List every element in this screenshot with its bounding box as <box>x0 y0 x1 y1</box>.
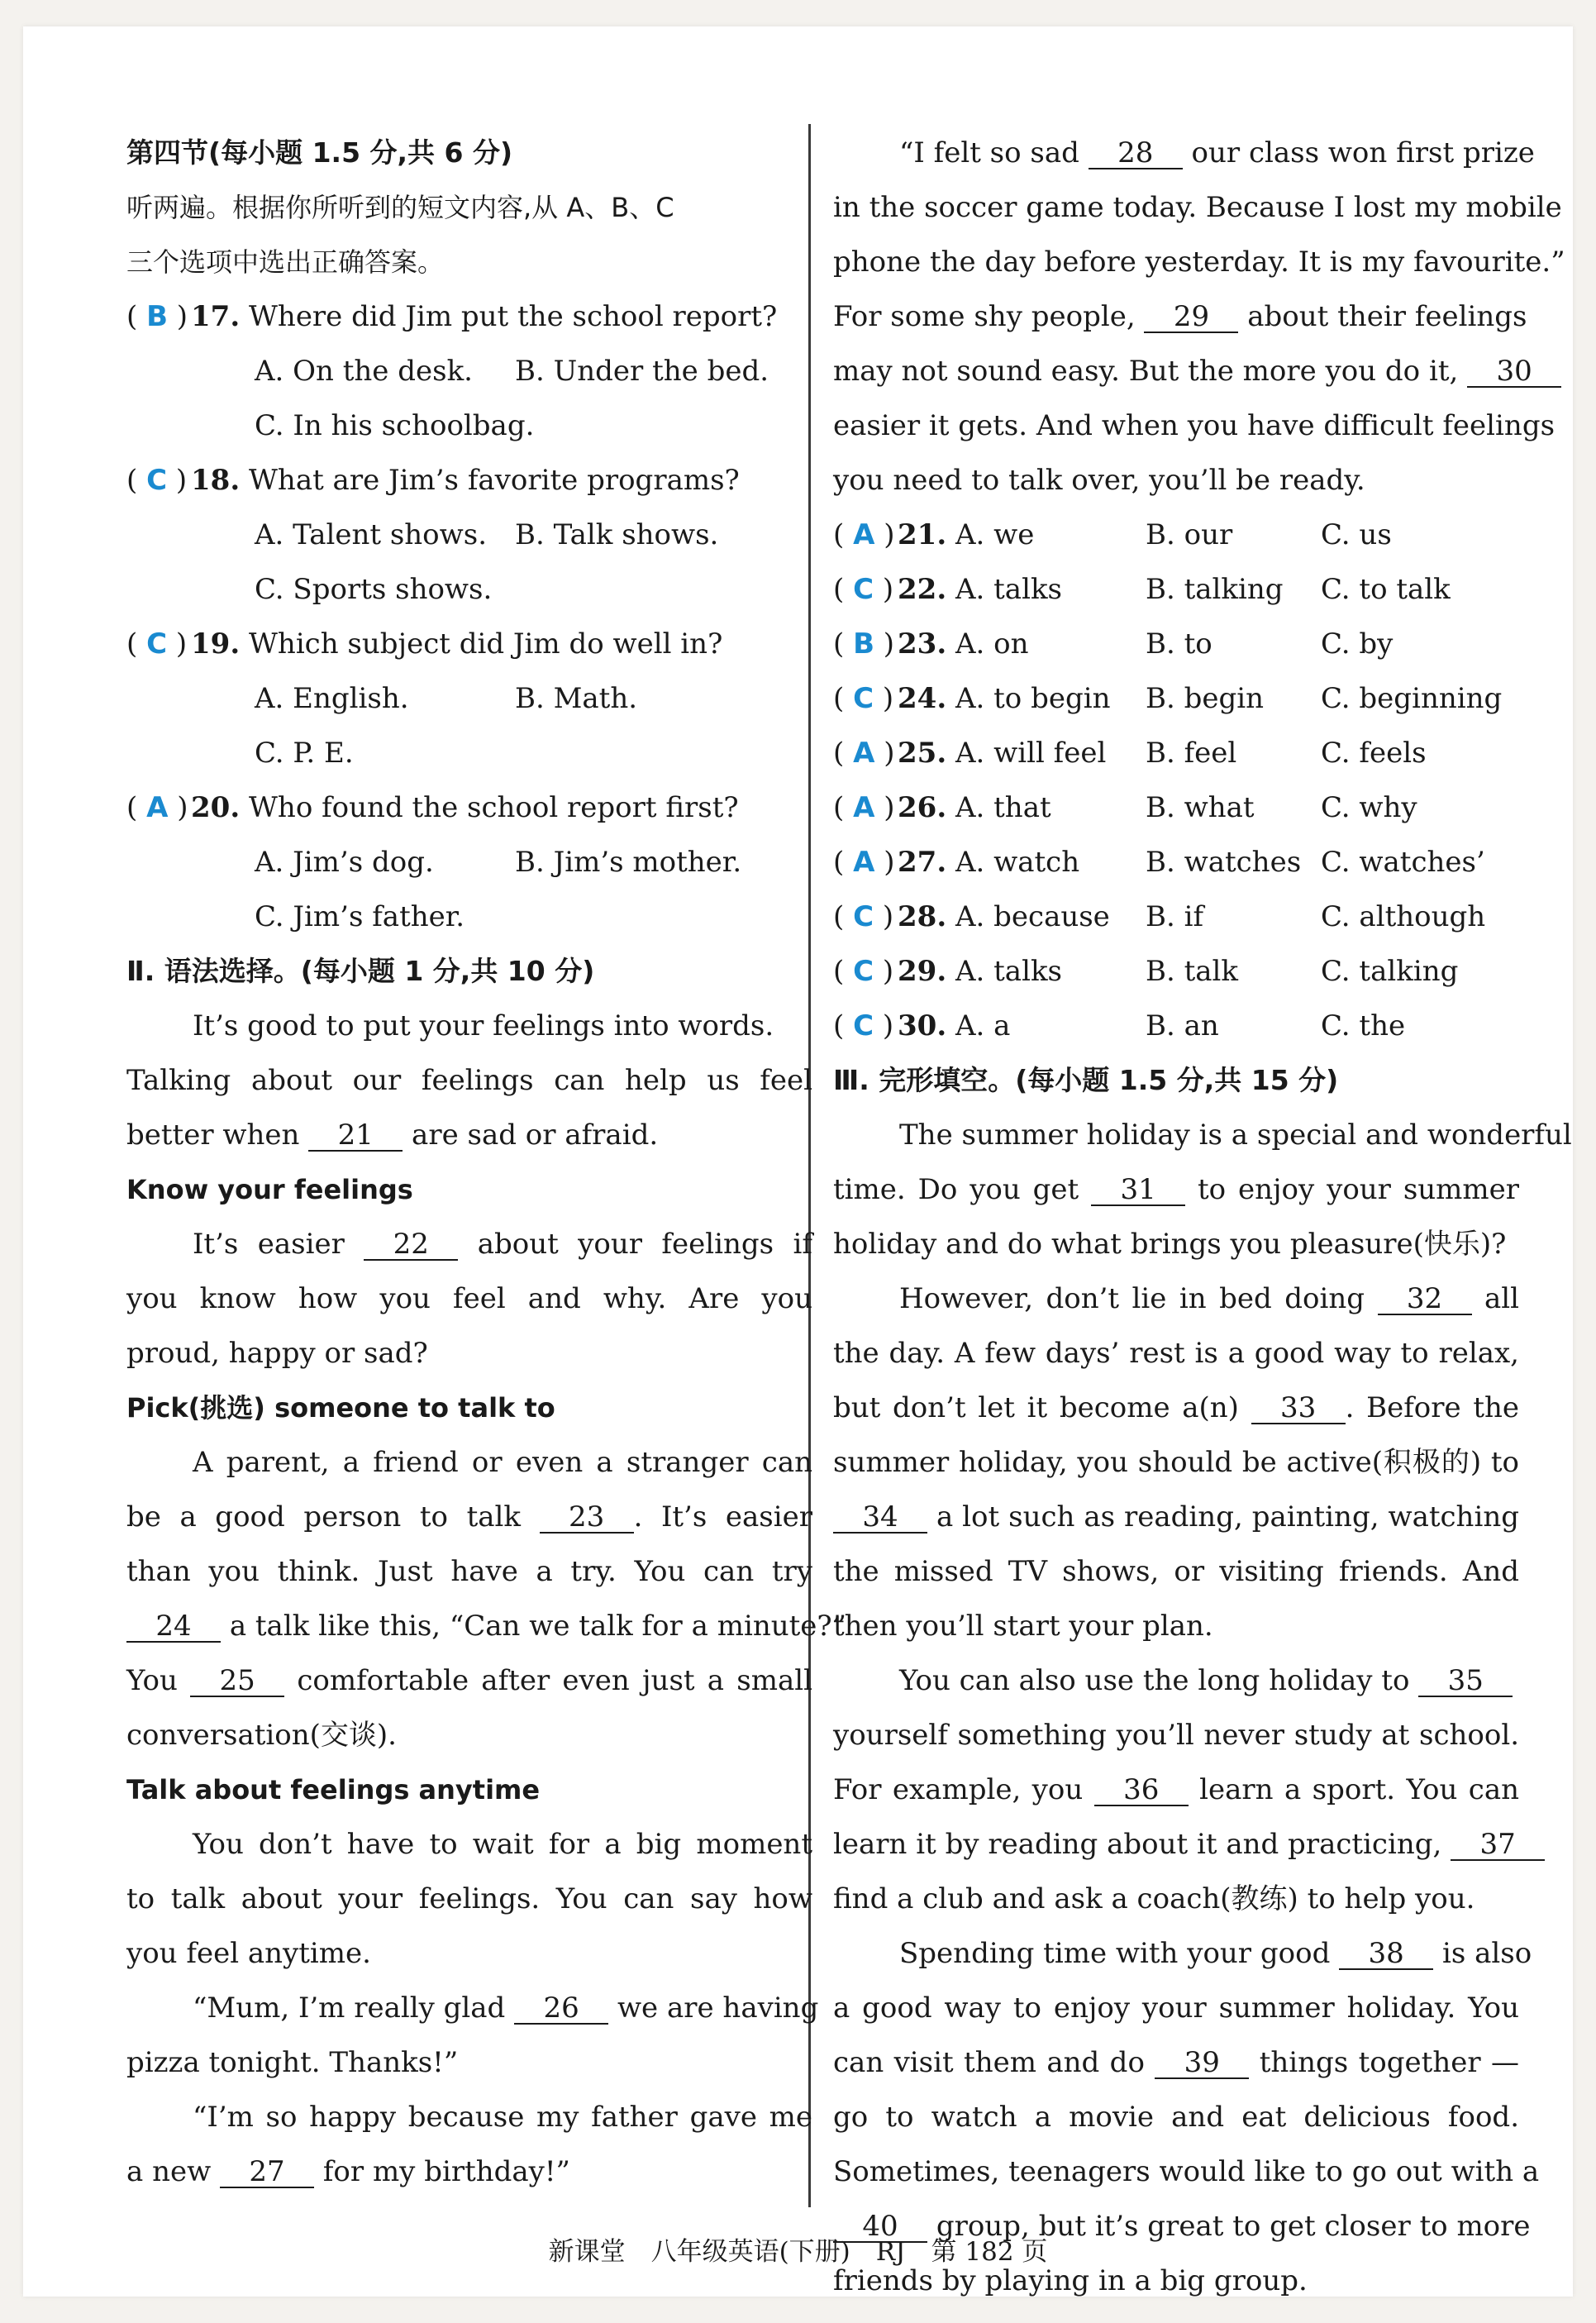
blank-31: 31 <box>1091 1175 1185 1206</box>
blank-27: 27 <box>220 2157 314 2188</box>
mc-question-29: ( C ) 29. A. talks B. talk C. talking <box>833 955 1459 988</box>
option-a: A. Jim’s dog. <box>255 846 434 879</box>
option-c: C. Sports shows. <box>255 573 493 606</box>
passage-line: phone the day before yesterday. It is my favourite.” <box>833 246 1565 279</box>
options-19 <box>126 726 812 780</box>
blank-37: 37 <box>1451 1829 1545 1861</box>
passage-line: summer holiday, you should be active(积极的) to <box>833 1446 1519 1479</box>
options-17 <box>126 398 812 453</box>
passage-line: 34 a lot such as reading, painting, watching <box>833 1490 1519 1544</box>
options-20 <box>126 835 812 890</box>
passage-line: a new 27 for my birthday!” <box>126 2155 570 2188</box>
passage-line: 40 group, but it’s great to get closer to more <box>833 2199 1519 2254</box>
passage-line: Spending time with your good 38 is also <box>899 1937 1532 1970</box>
blank-40: 40 <box>833 2211 927 2243</box>
passage-line: holiday and do what brings you pleasure(快乐)? <box>833 1228 1507 1261</box>
blank-39: 39 <box>1155 2048 1249 2079</box>
mc-question-30: ( C ) 30. A. a B. an C. the <box>833 1009 1406 1042</box>
blank-32: 32 <box>1378 1284 1472 1315</box>
left-column <box>126 126 847 2199</box>
question-18: ( C ) 18. What are Jim’s favorite programs? <box>126 464 740 497</box>
blank-34: 34 <box>833 1502 927 1534</box>
mc-question-25: ( A ) 25. A. will feel B. feel C. feels <box>833 737 1427 770</box>
passage-line: You 25 comfortable after even just a small <box>126 1664 812 1697</box>
question-17: ( B ) 17. Where did Jim put the school report? <box>126 300 778 333</box>
passage-line: pizza tonight. Thanks!” <box>126 2046 459 2079</box>
passage-line: Talking about our feelings can help us feel <box>126 1064 812 1097</box>
passage-line: in the soccer game today. Because I lost my mobile <box>833 191 1562 224</box>
passage-line: You can also use the long holiday to 35 <box>833 1653 1519 1708</box>
passage-line: 24 a talk like this, “Can we talk for a minute?” <box>126 1599 812 1653</box>
passage-line: easier it gets. And when you have difficult feelings <box>833 409 1556 442</box>
grammar-heading: Ⅱ. 语法选择。(每小题 1 分,共 10 分) <box>126 955 595 987</box>
option-b: B. Jim’s mother. <box>515 846 742 879</box>
answer-19: C <box>146 627 168 661</box>
blank-24: 24 <box>126 1611 221 1643</box>
passage-line: but don’t let it become a(n) 33 . Before the <box>833 1391 1520 1424</box>
subheading: Talk about feelings anytime <box>126 1774 541 1805</box>
option-a: A. English. <box>255 682 409 715</box>
section4-heading: 第四节(每小题 1.5 分,共 6 分) <box>126 136 513 169</box>
answer-28: C <box>853 900 874 933</box>
answer-22: C <box>853 573 874 606</box>
option-c: C. P. E. <box>255 737 354 770</box>
blank-36: 36 <box>1094 1775 1189 1806</box>
cloze-heading: Ⅲ. 完形填空。(每小题 1.5 分,共 15 分) <box>833 1064 1339 1096</box>
question-20: ( A ) 20. Who found the school report first? <box>126 791 739 824</box>
blank-30: 30 <box>1467 356 1561 388</box>
passage-line: to talk about your feelings. You can say how <box>126 1882 812 1915</box>
passage-line: A parent, a friend or even a stranger can <box>193 1446 812 1479</box>
mc-question-23: ( B ) 23. A. on B. to C. by <box>833 627 1394 661</box>
answer-29: C <box>853 955 874 988</box>
passage-line: You don’t have to wait for a big moment <box>193 1828 812 1861</box>
workbook-page <box>23 26 1573 2297</box>
option-b: B. Under the bed. <box>515 355 769 388</box>
passage-line: may not sound easy. But the more you do it, 30 <box>833 344 1519 398</box>
subheading: Pick(挑选) someone to talk to <box>126 1392 555 1424</box>
answer-17: B <box>146 300 168 333</box>
options-20 <box>126 890 812 944</box>
section4-instruction: 三个选项中选出正确答案。 <box>126 246 445 278</box>
mc-question-21: ( A ) 21. A. we B. our C. us <box>833 518 1392 551</box>
page-footer: 新课堂 八年级英语(下册) RJ 第 182 页 <box>548 2237 1048 2267</box>
passage-line: For some shy people, 29 about their feelings <box>833 300 1527 333</box>
option-a: A. Talent shows. <box>255 518 488 551</box>
passage-line: the day. A few days’ rest is a good way to relax, <box>833 1337 1519 1370</box>
passage-line: proud, happy or sad? <box>126 1337 428 1370</box>
passage-line: go to watch a movie and eat delicious food. <box>833 2101 1519 2134</box>
question-19: ( C ) 19. Which subject did Jim do well in? <box>126 627 723 661</box>
options-18 <box>126 562 812 617</box>
passage-line: It’s good to put your feelings into words. <box>193 1009 774 1042</box>
blank-33: 33 <box>1251 1393 1346 1424</box>
passage-line: “I’m so happy because my father gave me <box>193 2101 812 2134</box>
passage-line: then you’ll start your plan. <box>833 1610 1213 1643</box>
answer-27: A <box>853 846 875 879</box>
passage-line: For example, you 36 learn a sport. You can <box>833 1773 1520 1806</box>
blank-29: 29 <box>1144 302 1238 333</box>
answer-25: A <box>853 737 875 770</box>
passage-line: learn it by reading about it and practicing, 37 <box>833 1817 1519 1872</box>
blank-35: 35 <box>1418 1666 1513 1697</box>
passage-line: the missed TV shows, or visiting friends. And <box>833 1555 1519 1588</box>
option-a: A. On the desk. <box>255 355 473 388</box>
passage-line: “Mum, I’m really glad 26 we are having <box>193 1991 819 2025</box>
blank-23: 23 <box>540 1502 634 1534</box>
answer-23: B <box>853 627 874 661</box>
option-c: C. In his schoolbag. <box>255 409 535 442</box>
mc-question-28: ( C ) 28. A. because B. if C. although <box>833 900 1486 933</box>
passage-line: It’s easier 22 about your feelings if <box>193 1228 812 1261</box>
answer-30: C <box>853 1009 874 1042</box>
passage-line: yourself something you’ll never study at school. <box>833 1719 1519 1752</box>
blank-25: 25 <box>190 1666 284 1697</box>
passage-line: friends by playing in a big group. <box>833 2264 1308 2297</box>
options-17 <box>126 344 812 398</box>
mc-question-27: ( A ) 27. A. watch B. watches C. watches’ <box>833 846 1485 879</box>
passage-line: you know how you feel and why. Are you <box>126 1282 812 1315</box>
passage-line: “I felt so sad 28 our class won first prize <box>899 136 1535 169</box>
passage-line: be a good person to talk 23 . It’s easier <box>126 1500 812 1534</box>
passage-line: Sometimes, teenagers would like to go out with a <box>833 2155 1540 2188</box>
answer-26: A <box>853 791 875 824</box>
passage-line: can visit them and do 39 things together — <box>833 2046 1519 2079</box>
options-18 <box>126 508 812 562</box>
section4-instruction: 听两遍。根据你所听到的短文内容,从 A、B、C <box>126 192 674 223</box>
subheading: Know your feelings <box>126 1174 413 1205</box>
passage-line: than you think. Just have a try. You can try <box>126 1555 812 1588</box>
blank-26: 26 <box>514 1993 608 2025</box>
option-b: B. Talk shows. <box>515 518 719 551</box>
answer-21: A <box>853 518 875 551</box>
options-19 <box>126 671 812 726</box>
right-column <box>833 126 1572 2308</box>
mc-question-24: ( C ) 24. A. to begin B. begin C. beginning <box>833 682 1503 715</box>
passage-line: The summer holiday is a special and wonderful <box>899 1119 1572 1152</box>
answer-18: C <box>146 464 168 497</box>
passage-line: you feel anytime. <box>126 1937 371 1970</box>
answer-24: C <box>853 682 874 715</box>
passage-line: a good way to enjoy your summer holiday. You <box>833 1991 1519 2025</box>
passage-line: time. Do you get 31 to enjoy your summer <box>833 1173 1520 1206</box>
passage-line: However, don’t lie in bed doing 32 all <box>899 1282 1520 1315</box>
passage-line: conversation(交谈). <box>126 1719 397 1752</box>
blank-22: 22 <box>364 1229 458 1261</box>
mc-question-22: ( C ) 22. A. talks B. talking C. to talk <box>833 573 1451 606</box>
option-c: C. Jim’s father. <box>255 900 465 933</box>
blank-38: 38 <box>1339 1939 1433 1970</box>
passage-line: you need to talk over, you’ll be ready. <box>833 464 1365 497</box>
answer-20: A <box>146 791 169 824</box>
blank-28: 28 <box>1089 138 1183 169</box>
mc-question-26: ( A ) 26. A. that B. what C. why <box>833 791 1417 824</box>
option-b: B. Math. <box>515 682 638 715</box>
blank-21: 21 <box>308 1120 403 1152</box>
passage-line: find a club and ask a coach(教练) to help you. <box>833 1882 1475 1915</box>
passage-line: better when 21 are sad or afraid. <box>126 1119 659 1152</box>
